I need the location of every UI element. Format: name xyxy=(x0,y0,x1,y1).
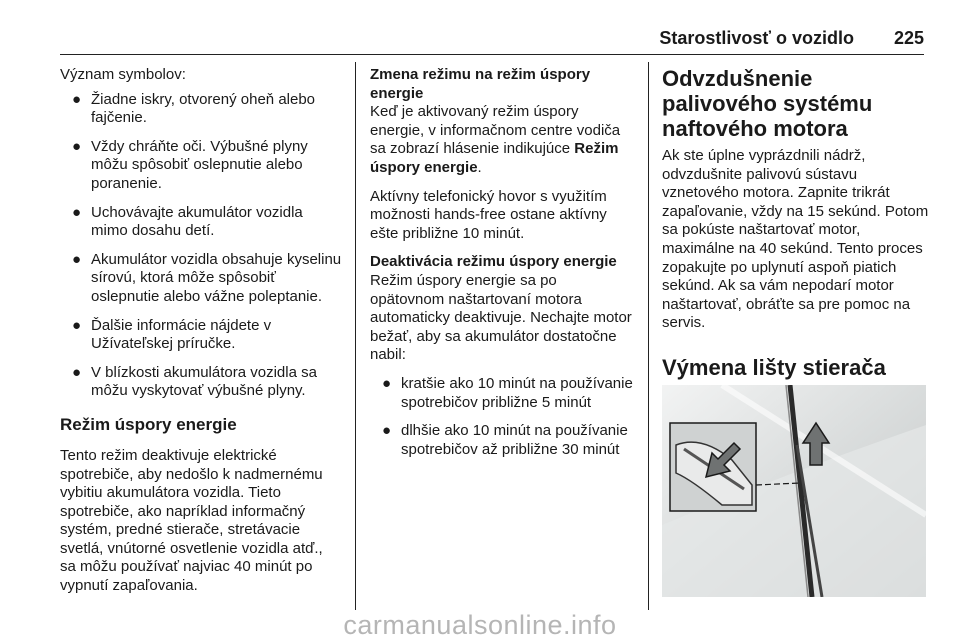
switch-mode-subheading: Zmena režimu na režim úspory energie xyxy=(370,66,591,102)
list-item: ● V blízkosti akumulátora vozidla sa môžu vyskytovať výbušné plyny. xyxy=(72,363,317,400)
section-title: Starostlivosť o vozidlo xyxy=(659,28,854,48)
diesel-bleeding-heading: Odvzdušnenie palivového systému naftového motora xyxy=(662,66,873,141)
charging-list xyxy=(370,375,634,459)
list-item: ● kratšie ako 10 minút na používanie spotrebičov približne 5 minút xyxy=(382,374,633,411)
handsfree-paragraph: Aktívny telefonický hovor s využitím možnosti hands-free ostane aktívny ešte približne 10 minút. xyxy=(370,187,607,242)
energy-saving-paragraph: Tento režim deaktivuje elektrické spotrebiče, aby nedošlo k nadmernému vybitiu akumulátora vozidla. Tieto spotrebiče, ako napríklad informačný systém, predné stierače, stretávacie svetlá, vnútorné osvetlenie vozidla atď., sa môžu používať najviac 40 minút po vypnutí zapaľovania. xyxy=(60,446,323,595)
list-item: ● Uchovávajte akumulátor vozidla mimo dosahu detí. xyxy=(72,203,303,240)
column-2 xyxy=(370,66,634,469)
wiper-blade-illustration xyxy=(662,385,926,597)
list-item: ● Ďalšie informácie nájdete v Užívateľskej príručke. xyxy=(72,316,272,353)
wiper-replacement-heading: Výmena lišty stierača xyxy=(662,354,886,380)
symbols-intro: Význam symbolov: xyxy=(60,66,186,83)
page-header xyxy=(60,28,924,54)
column-1 xyxy=(60,66,342,606)
page-number: 225 xyxy=(893,28,924,48)
header-rule xyxy=(60,54,924,55)
column-divider-1 xyxy=(355,62,356,610)
deactivation-subheading: Deaktivácia režimu úspory energie xyxy=(370,253,617,271)
energy-saving-heading: Režim úspory energie xyxy=(60,414,237,434)
list-item: ● Žiadne iskry, otvorený oheň alebo fajčenie. xyxy=(72,90,316,127)
watermark: carmanualsonline.info xyxy=(343,610,617,640)
deactivation-paragraph: Režim úspory energie sa po opätovnom naštartovaní motora automaticky deaktivuje. Nechajte motor bežať, aby sa akumulátor dostatočne nabil: xyxy=(370,271,632,364)
list-item: ● Vždy chráňte oči. Výbušné plyny môžu spôsobiť oslepnutie alebo poranenie. xyxy=(72,137,308,192)
diesel-bleeding-paragraph: Ak ste úplne vyprázdnili nádrž, odvzdušnite palivovú sústavu vznetového motora. Zapnite trikrát zapaľovanie, vždy na 15 sekúnd. Potom sa pokúste naštartovať motor, maximálne na 40 sekúnd. Tento proces zopakujte po uplynutí aspoň piatich sekúnd. Ak sa vám nepodarí motor naštartovať, obráťte sa pre pomoc na servis. xyxy=(662,147,929,332)
switch-mode-paragraph: Keď je aktivovaný režim úspory energie, v informačnom centre vodiča sa zobrazí hlásenie indikujúce Režim úspory energie. xyxy=(370,103,621,176)
column-divider-2 xyxy=(648,62,649,610)
list-item: ● Akumulátor vozidla obsahuje kyselinu sírovú, ktorá môže spôsobiť oslepnutie alebo vážne poleptanie. xyxy=(72,250,342,305)
symbols-list xyxy=(60,91,342,401)
list-item: ● dlhšie ako 10 minút na používanie spotrebičov až približne 30 minút xyxy=(382,422,628,458)
column-3 xyxy=(662,66,932,415)
